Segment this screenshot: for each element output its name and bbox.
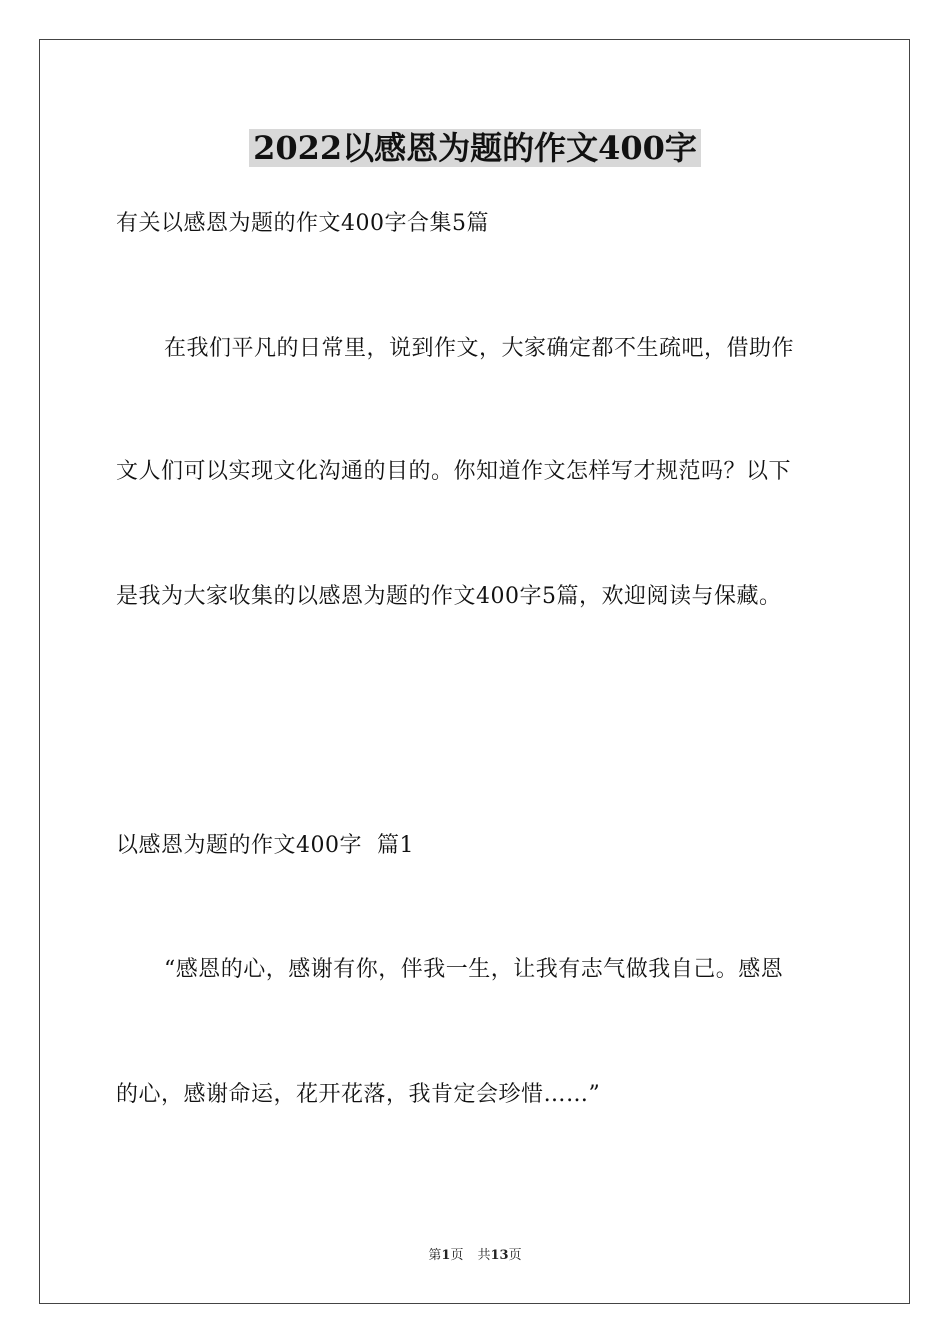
document-title	[0, 124, 950, 172]
section-line-2: 的心，感谢命运，花开花落，我肯定会珍惜……”	[116, 1082, 601, 1107]
page-footer	[0, 1247, 950, 1265]
section-line-1: “感恩的心，感谢有你，伴我一生，让我有志气做我自己。感恩	[164, 957, 784, 982]
footer-page-suffix: 页	[450, 1248, 464, 1263]
intro-line-1: 在我们平凡的日常里，说到作文，大家确定都不生疏吧，借助作	[164, 336, 795, 361]
intro-line-2: 文人们可以实现文化沟通的目的。你知道作文怎样写才规范吗？以下	[116, 459, 792, 484]
document-title-text: 2022以感恩为题的作文400字	[249, 129, 701, 167]
intro-line-3: 是我为大家收集的以感恩为题的作文400字5篇，欢迎阅读与保藏。	[116, 584, 782, 609]
footer-total-prefix: 共	[477, 1248, 491, 1263]
footer-total-suffix: 页	[508, 1248, 522, 1263]
section-heading: 以感恩为题的作文400字 篇1	[116, 833, 414, 858]
footer-total-pages: 13	[490, 1248, 509, 1263]
footer-page-prefix: 第	[428, 1248, 442, 1263]
footer-page-number: 1	[441, 1248, 451, 1263]
document-subtitle: 有关以感恩为题的作文400字合集5篇	[116, 211, 489, 236]
